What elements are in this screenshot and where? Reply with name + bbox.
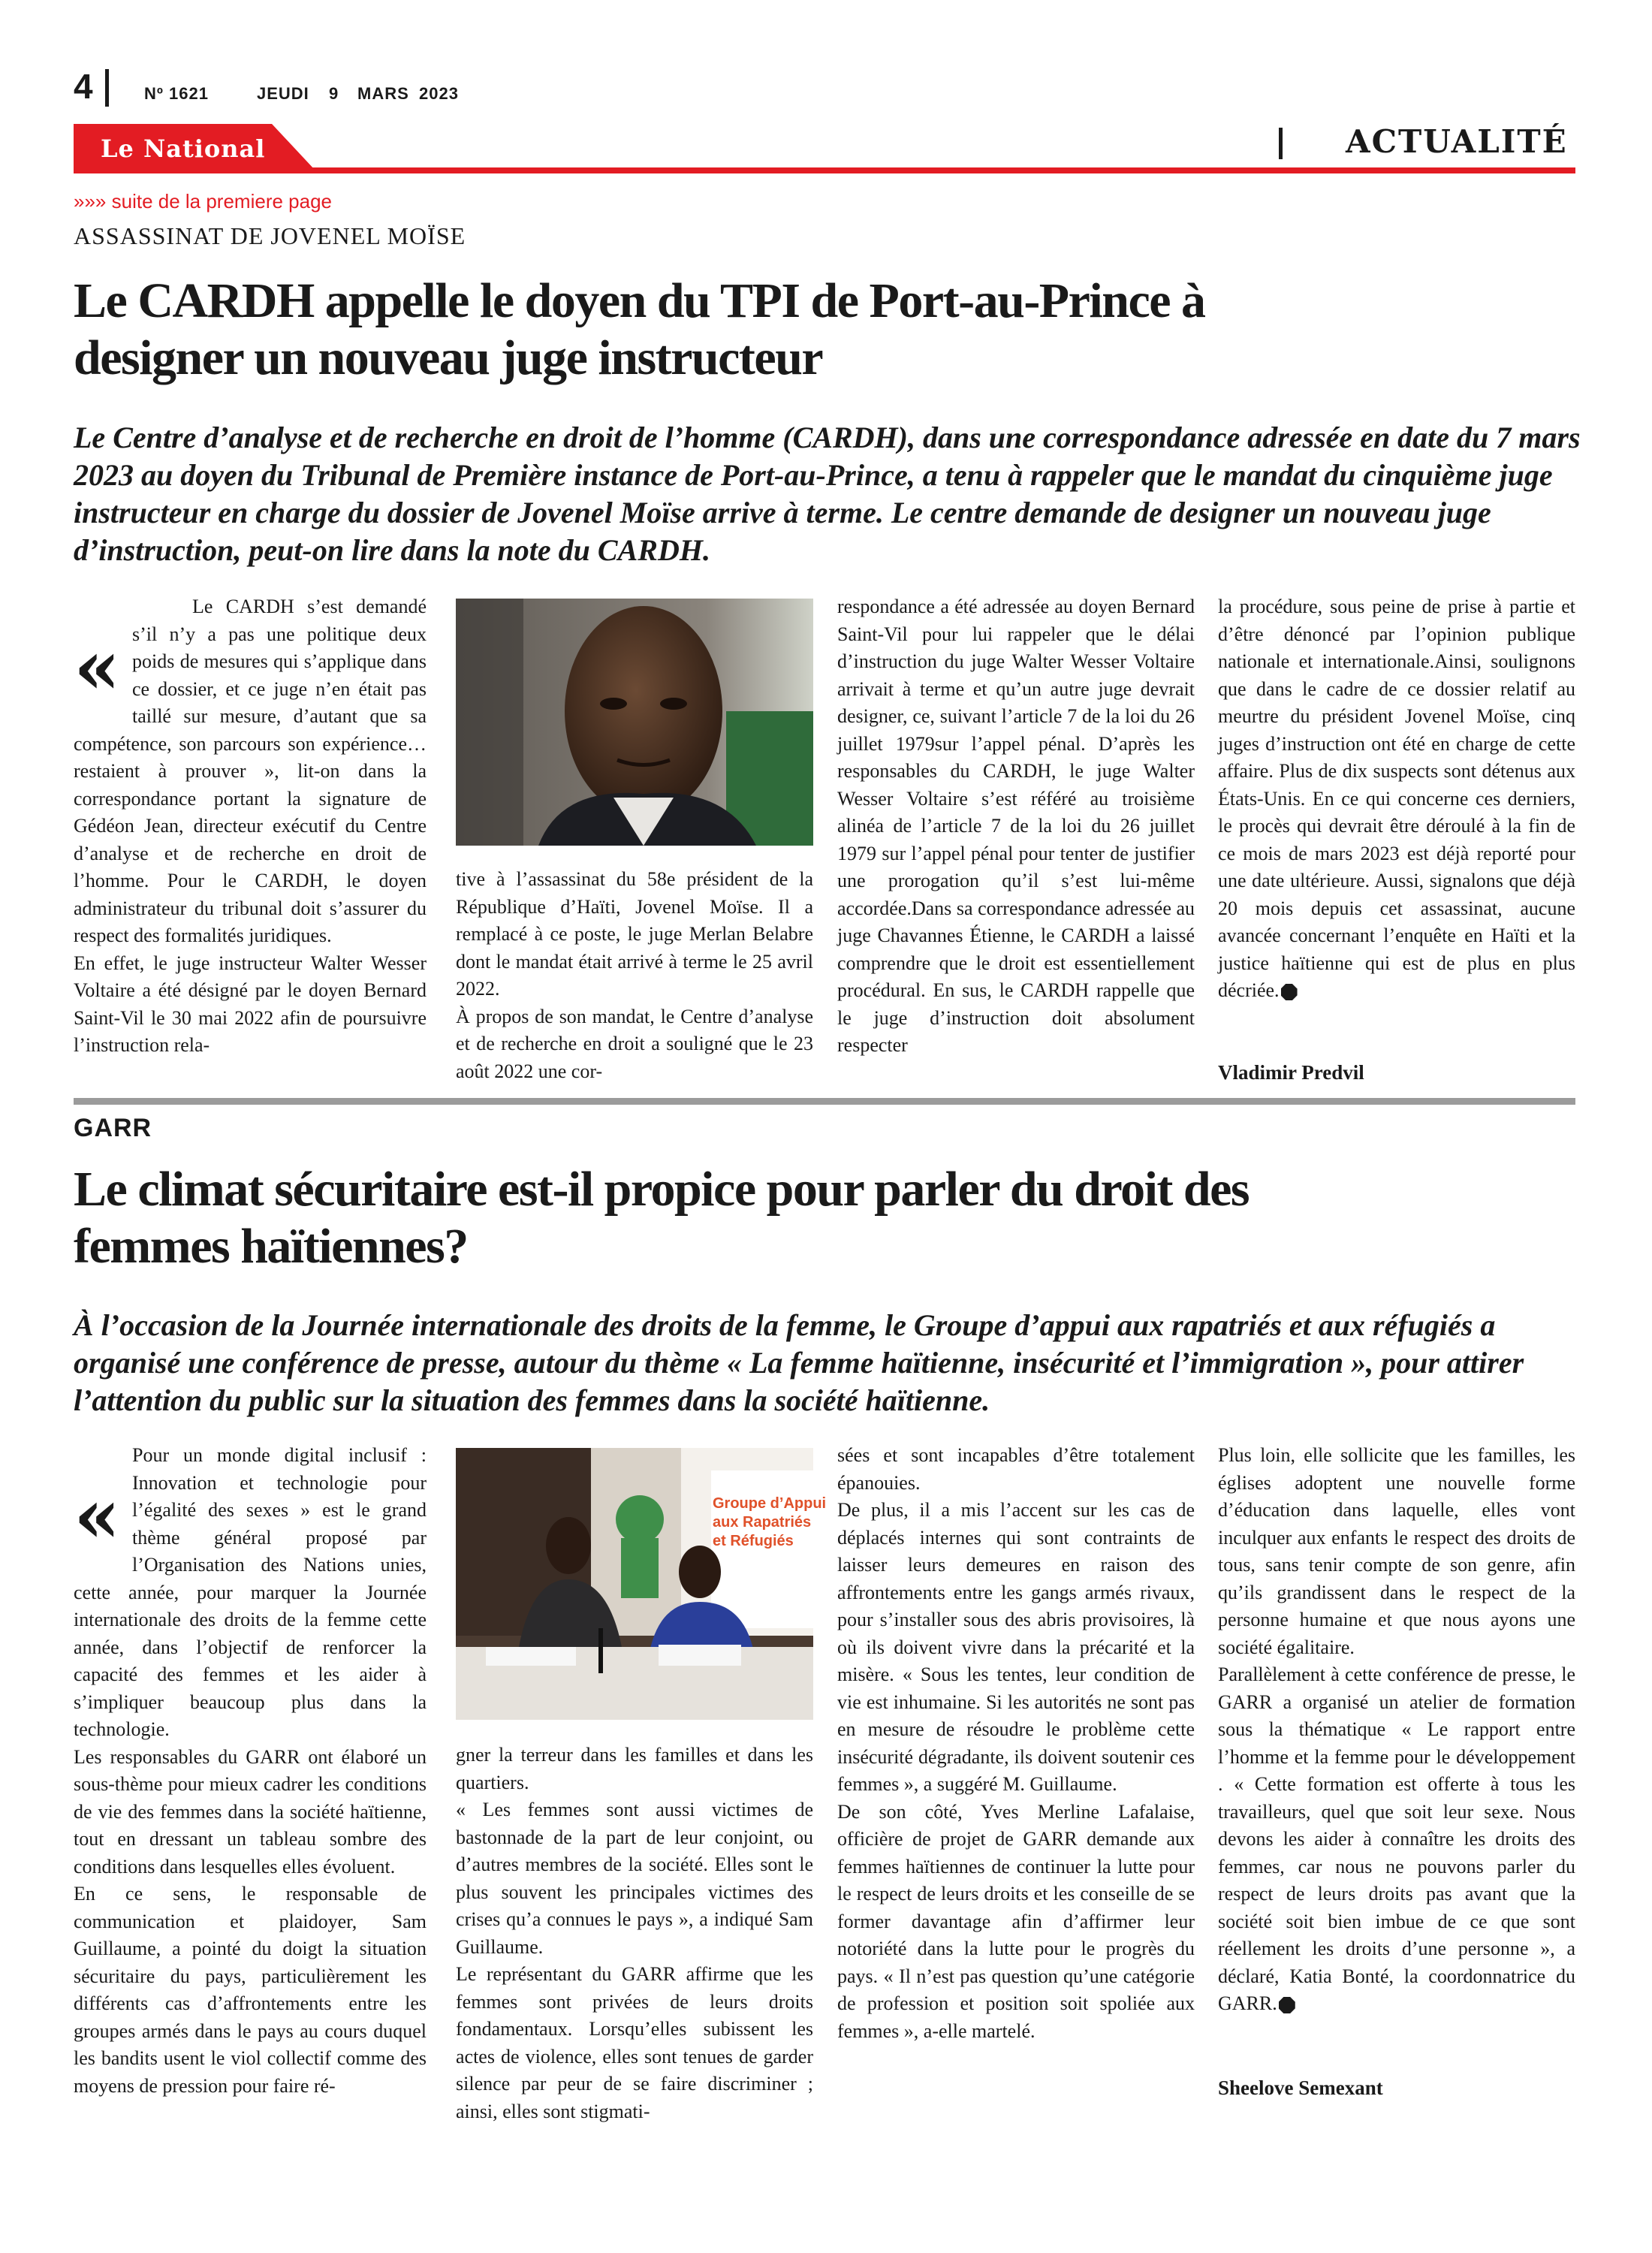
svg-text:aux Rapatriés: aux Rapatriés [713, 1514, 812, 1531]
press-conference-illustration [456, 1448, 827, 1720]
article2-title-line1: Le climat sécuritaire est-il propice pour parler du droit des [74, 1162, 1250, 1217]
article2-column-2 [456, 1742, 813, 2125]
article2-title-line2: femmes haïtiennes? [74, 1219, 468, 1274]
article2-paragraph: sées et sont incapables d’être totalement épanouies. [837, 1444, 1195, 1494]
issue-date-num: 9 [329, 84, 339, 103]
article2-column-4 [1218, 1442, 1575, 2018]
article1-title [74, 273, 1575, 387]
article1-column-1 [74, 593, 427, 1060]
article1-paragraph: À propos de son mandat, le Centre d’analyse et de recherche en droit a souligné que le 23 août 2022 une cor- [456, 1005, 813, 1082]
article1-column-2 [456, 866, 813, 1085]
page-number-separator [105, 69, 109, 107]
article2-lede: À l’occasion de la Journée internationale des droits de la femme, le Groupe d’appui aux rapatriés et aux réfugiés a organisé une conférence de presse, autour du thème « La femme haïtienne, insécurité et l’immigration », pour attirer l’attention du public sur la situation des femmes dans la société haïtienne. [74, 1308, 1524, 1417]
article2-paragraph: En ce sens, le responsable de communication et plaidoyer, Sam Guillaume, a pointé du doigt la situation sécuritaire du pays, particulièrement les différents cas d’affrontements entre les groupes armés dans le pays au cours duquel les bandits usent le viol collectif comme des moyens de pression pour faire ré- [74, 1883, 427, 2097]
end-of-article-mark [1279, 1997, 1295, 2013]
article2-paragraph: Plus loin, elle sollicite que les familles, les églises adoptent une nouvelle forme d’éducation dans laquelle, elles vont inculquer aux enfants le respect des droits de tous, sans tenir compte de son genre, afin qu’ils grandissent dans le respect de la personne humaine et que nous ayons une société égalitaire. [1218, 1444, 1575, 1658]
article2-paragraph: gner la terreur dans les familles et dans les quartiers. [456, 1744, 813, 1793]
article-divider [74, 1098, 1575, 1105]
article1-title-line1: Le CARDH appelle le doyen du TPI de Port-au-Prince à [74, 273, 1205, 328]
opening-quote-mark: « [74, 1471, 121, 1560]
article1-title-line2: designer un nouveau juge instructeur [74, 330, 823, 385]
issue-month: MARS [357, 84, 409, 103]
portrait-illustration [456, 599, 813, 846]
article2-paragraph: De plus, il a mis l’accent sur les cas de déplacés internes qui sont contraints de laisser leurs demeures en raison des affrontements entre les gangs armés rivaux, pour s’installer sous des abris provisoires, là où ils doivent vivre dans la précarité et la misère. « Sous les tentes, leur condition de vie est inhumaine. Si les autorités ne sont pas en mesure de résoudre le problème cette insécurité dégradante, ils doivent soutenir ces femmes », a suggéré M. Guillaume. [837, 1499, 1195, 1795]
article1-paragraph: respondance a été adressée au doyen Bernard Saint-Vil pour lui rappeler que le délai d’instruction du juge Walter Wesser Voltaire arrivait à terme et qu’un autre juge devrait designer, ce, suivant l’article 7 de la loi du 26 juillet 1979sur l’appel pénal. D’après les responsables du CARDH, le juge Walter Wesser Voltaire s’est référé au troisième alinéa de l’article 7 de la loi du 26 juillet 1979 sur l’appel pénal pour tenter de justifier une prorogation qu’il s’est lui-même accordée.Dans sa correspondance adressée au juge Chavannes Étienne, le CARDH a laissé comprendre que le droit est essentiellement procédural. En sus, le CARDH rappelle que le juge d’instruction doit absolument respecter [837, 596, 1195, 1056]
article1-paragraph: tive à l’assassinat du 58e président de la République d’Haïti, Jovenel Moïse. Il a remplacé à ce poste, le juge Merlan Belabre dont le mandat était arrivé à terme le 25 avril 2022. [456, 868, 813, 1000]
section-separator [1279, 128, 1283, 159]
article1-column-3 [837, 593, 1195, 1060]
article2-paragraph: « Les femmes sont aussi victimes de bastonnade de la part de leur conjoint, ou d’autres membres de la société. Elles sont le plus souvent les principales victimes des crises qu’a connues le pays », a indiqué Sam Guillaume. [456, 1799, 813, 1958]
article2-paragraph: Les responsables du GARR ont élaboré un sous-thème pour mieux cadrer les conditions de vie des femmes dans la société haïtienne, tout en dressant un tableau sombre des conditions dans lesquelles elles évoluent. [74, 1745, 427, 1878]
article2-column-3 [837, 1442, 1195, 2045]
end-of-article-mark [1281, 984, 1298, 1000]
page-number: 4 [74, 67, 93, 106]
article2-column-1 [74, 1442, 427, 2100]
article2-kicker: GARR [74, 1114, 152, 1142]
svg-text:Groupe d’Appui: Groupe d’Appui [713, 1495, 827, 1512]
article1-byline: Vladimir Predvil [1218, 1061, 1364, 1084]
article1-column-4 [1218, 593, 1575, 1005]
issue-number: Nº 1621 [144, 84, 209, 103]
header-rule [74, 167, 1575, 173]
masthead-logo: Le National [101, 134, 266, 163]
article2-paragraph: Parallèlement à cette conférence de presse, le GARR a organisé un atelier de formation sous la thématique « Le rapport entre l’homme et la femme pour le développement . « Cette formation est offerte à tous les travailleurs, quel que soit leur sexe. Nous devons les aider à connaître les droits des femmes, car nous ne pouvons parler du respect de leurs droits pas avant que la société soit bien imbue de ce que sont réellement les droits d’une personne », a déclaré, Katia Bonté, la coordonnatrice du GARR. [1218, 1663, 1575, 2014]
article1-paragraph: Le CARDH s’est demandé s’il n’y a pas une politique deux poids de mesures qui s’applique dans ce dossier, et ce juge n’en était pas taillé sur mesure, d’autant que sa compétence, son parcours son expérience… restaient à prouver », lit-on dans la correspondance portant la signature de Gédéon Jean, directeur exécutif du Centre d’analyse et de recherche en droit de l’homme. Pour le CARDH, le doyen administrateur du tribunal doit s’assurer du respect des formalités juridiques. [74, 596, 427, 946]
svg-text:et Réfugiés: et Réfugiés [713, 1533, 794, 1549]
article1-paragraph: En effet, le juge instructeur Walter Wesser Voltaire a été désigné par le doyen Bernard Saint-Vil le 30 mai 2022 afin de poursuivre l’instruction rela- [74, 952, 427, 1056]
article2-paragraph: Pour un monde digital inclusif : Innovation et technologie pour l’égalité des sexes » est le grand thème général proposé par l’Organisation des Nations unies, cette année, pour marquer la Journée internationale des droits de la femme cette année, dans l’objectif de renforcer la capacité des femmes et les aider à s’impliquer beaucoup plus dans la technologie. [74, 1444, 427, 1740]
article2-byline: Sheelove Semexant [1218, 2077, 1383, 2099]
article2-paragraph: Le représentant du GARR affirme que les femmes sont privées de leurs droits fondamentaux. Lorsqu’elles subissent les actes de violence, elles sont tenues de garder silence par peur de se faire discriminer ; ainsi, elles sont stigmati- [456, 1963, 813, 2122]
article2-title [74, 1161, 1575, 1275]
continued-note: »»» suite de la premiere page [74, 190, 333, 213]
opening-quote-mark: « [74, 623, 121, 711]
photo-garr-press-conference [456, 1448, 827, 1720]
article2-paragraph: De son côté, Yves Merline Lafalaise, officière de projet de GARR demande aux femmes haïtiennes de continuer la lutte pour le respect de leurs droits et les conseille de se former davantage afin d’affirmer leur notoriété dans la lutte pour le progrès du pays. « Il n’est pas question qu’une catégorie de profession et position soit spoliée aux femmes », a-elle martelé. [837, 1800, 1195, 2042]
issue-day: JEUDI [257, 84, 309, 103]
article1-kicker: ASSASSINAT DE JOVENEL MOÏSE [74, 222, 466, 249]
issue-year: 2023 [419, 84, 459, 103]
section-title: ACTUALITÉ [1346, 123, 1568, 160]
article1-lede: Le Centre d’analyse et de recherche en droit de l’homme (CARDH), dans une correspondance adressée en date du 7 mars 2023 au doyen du Tribunal de Première instance de Port-au-Prince, a tenu à rappeler que le mandat du cinquième juge instructeur en charge du dossier de Jovenel Moïse arrive à terme. Le centre demande de designer un nouveau juge d’instruction, peut-on lire dans la note du CARDH. [74, 421, 1581, 567]
article1-paragraph: la procédure, sous peine de prise à partie et d’être dénoncé par l’opinion publique nationale et internationale.Ainsi, soulignons que dans le cadre de ce dossier relatif au meurtre du président Jovenel Moïse, cinq juges d’instruction ont été en charge de cette affaire. Plus de dix suspects sont détenus aux États-Unis. En ce qui concerne ces derniers, le procès qui devrait être déroulé à la fin de ce mois de mars 2023 est déjà reporté pour une date ultérieure. Aussi, signalons que déjà 20 mois depuis cet assassinat, aucune avancée concernant l’enquête en Haïti et la justice haïtienne qui est de plus en plus décriée. [1218, 596, 1575, 1001]
photo-jovenel-moise [456, 599, 813, 846]
